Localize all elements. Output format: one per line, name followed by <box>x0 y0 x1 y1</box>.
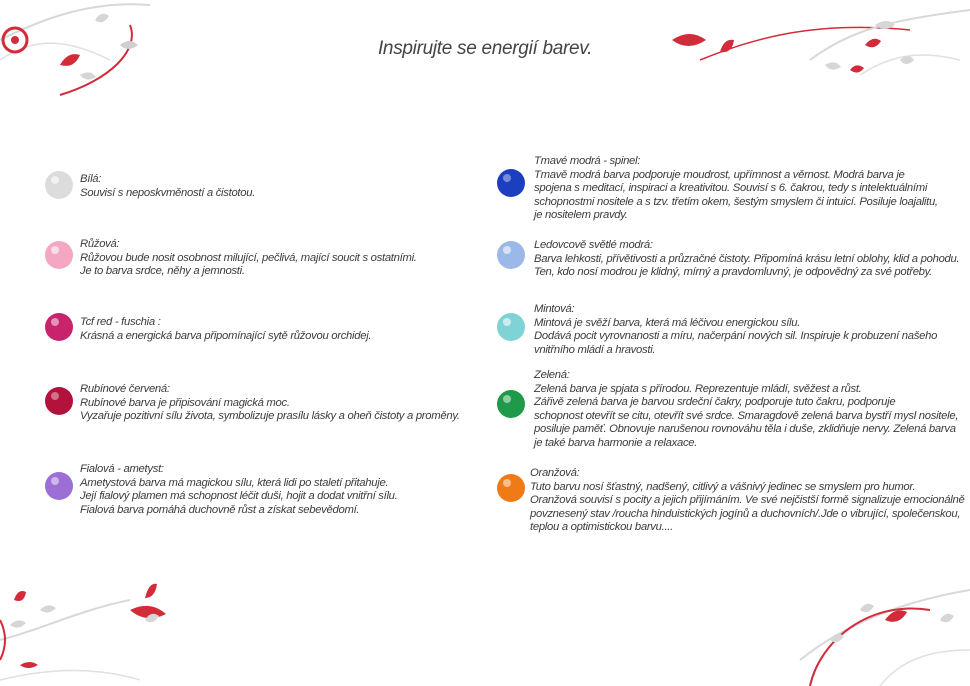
list-item <box>534 239 959 280</box>
description-line: spojena s meditací, inspiraci a kreativitou. Souvisí s 6. čakrou, tedy s intelektuálními <box>534 182 928 195</box>
description-line: Souvisí s neposkvměností a čistotou. <box>80 186 256 199</box>
list-item <box>534 303 937 357</box>
color-name: Zelená: <box>534 369 570 381</box>
ice-blue-crystal-icon <box>496 240 526 270</box>
spinel-crystal-icon <box>496 168 526 198</box>
page-title: Inspirujte se energií barev. <box>377 38 593 59</box>
ornament-bottom-right <box>790 560 970 686</box>
color-name: Růžová: <box>80 238 120 250</box>
description-line: Krásná a energická barva připomínající sytě růžovou orchidej. <box>80 329 372 342</box>
color-name: Oranžová: <box>530 467 580 479</box>
pink-crystal-icon <box>44 240 74 270</box>
color-name: Tcf red - fuschia : <box>80 316 161 328</box>
description-line: Ten, kdo nosí modrou je klidný, mírný a pravdomluvný, je odpovědný za své potřeby. <box>534 266 933 279</box>
fuchsia-crystal-icon <box>44 312 74 342</box>
description-line: Její fialový plamen má schopnost léčit duši, hojit a dodat vnitřní sílu. <box>80 490 398 503</box>
ruby-crystal-icon <box>44 386 74 416</box>
description-line: posiluje paměť. Obnovuje narušenou rovnováhu těla i duše, zklidňuje nervy. Zelená barva <box>534 423 956 436</box>
list-item <box>530 467 964 535</box>
description-line: schopnost otevřít se citu, otevřít své srdce. Smaragdově zelená barva bystří mysl nositele, <box>534 409 959 422</box>
color-name: Rubínové červená: <box>80 383 170 395</box>
description-line: teplou a optimistickou barvu.... <box>530 521 673 534</box>
mint-crystal-icon <box>496 312 526 342</box>
description-line: Je to barva srdce, něhy a jemnosti. <box>80 265 245 278</box>
list-item <box>534 369 958 451</box>
description-line: Rubínové barva je připisování magická moc. <box>80 396 290 409</box>
description-line: Ametystová barva má magickou sílu, která lidi po staletí přitahuje. <box>80 476 389 489</box>
color-name: Mintová: <box>534 303 575 315</box>
list-item <box>80 238 417 279</box>
description-line: vnitřního mládí a hravosti. <box>534 343 656 356</box>
orange-crystal-icon <box>496 473 526 503</box>
green-crystal-icon <box>496 389 526 419</box>
description-line: Zářivě zelená barva je barvou srdeční čakry, podporuje tuto čakru, podporuje <box>534 396 896 409</box>
description-line: Tuto barvu nosí šťastný, nadšený, citlivý a vášnivý jedinec se smyslem pro humor. <box>530 480 916 493</box>
description-line: je nositelem pravdy. <box>534 209 628 222</box>
list-item <box>80 173 255 200</box>
color-name: Ledovcově světlé modrá: <box>534 239 653 251</box>
description-line: je také barva harmonie a relaxace. <box>534 436 698 449</box>
description-line: Fialová barva pomáhá duchovně růst a získat sebevědomí. <box>80 503 360 516</box>
list-item <box>80 463 397 517</box>
list-item <box>80 383 460 424</box>
color-name: Fialová - ametyst: <box>80 463 164 475</box>
description-line: Barva lehkosti, přívětivosti a průzračné čistoty. Připomíná krásu letní oblohy, klid a pohodu. <box>534 252 960 265</box>
description-line: Mintová je svěží barva, která má léčivou energickou sílu. <box>534 316 801 329</box>
ornament-bottom-left <box>0 570 220 686</box>
description-line: Zelená barva je spjata s přírodou. Reprezentuje mládí, svěžest a růst. <box>534 382 862 395</box>
description-line: povznesený stav /roucha hinduistických jogínů a duchovních/.Jde o vibrující, společenskou, <box>530 507 961 520</box>
description-line: Vyzařuje pozitivní sílu života, symbolizuje prasílu lásky a oheň čistoty a proměny. <box>80 410 460 423</box>
description-line: schopnostmi nositele a s tzv. třetím okem, šestým smyslem či intuicí. Posiluje loajalitu, <box>534 195 938 208</box>
description-line: Oranžová souvisí s pocity a jejich přijímáním. Ve své nejčistší formě signalizuje emocionálně <box>530 494 965 507</box>
color-name: Bílá: <box>80 173 102 185</box>
description-line: Dodává pocit vyrovnanosti a míru, načerpání nových sil. Inspiruje k probuzení našeho <box>534 330 938 343</box>
list-item <box>80 316 371 343</box>
description-line: Růžovou bude nosit osobnost milující, pečlivá, mající soucit s ostatními. <box>80 251 417 264</box>
color-name: Tmavé modrá - spinel: <box>534 155 641 167</box>
white-crystal-icon <box>44 170 74 200</box>
description-line: Tmavě modrá barva podporuje moudrost, upřímnost a věrnost. Modrá barva je <box>534 168 905 181</box>
list-item <box>534 155 938 223</box>
amethyst-crystal-icon <box>44 471 74 501</box>
